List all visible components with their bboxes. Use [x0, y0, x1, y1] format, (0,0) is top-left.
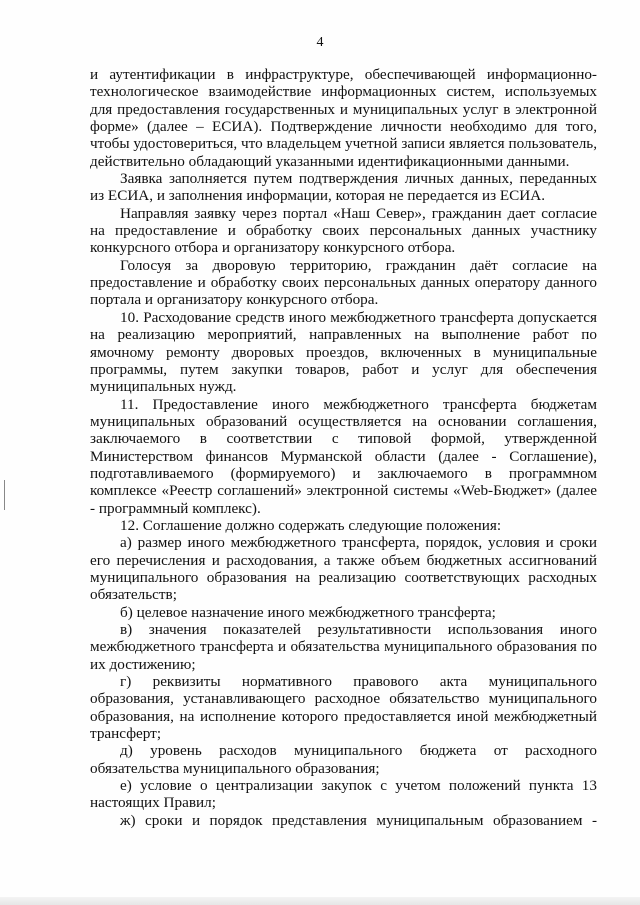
scan-bottom-edge	[0, 897, 640, 905]
paragraph-item-10: 10. Расходование средств иного межбюджетного трансферта допускается на реализацию мероприятий, направленных на выполнение работ по ямочному ремонту дворовых проездов, включенных в муниципальные программы, путем закупки товаров, работ и услуг для обеспечения муниципальных нужд.	[90, 308, 597, 396]
scan-margin-mark	[4, 480, 5, 510]
paragraph-item-12d: д) уровень расходов муниципального бюджета от расходного обязательства муниципального образования;	[90, 742, 597, 777]
paragraph-application-filling: Заявка заполняется путем подтверждения личных данных, переданных из ЕСИА, и заполнения информации, которая не передается из ЕСИА.	[90, 170, 597, 205]
paragraph-item-12a: а) размер иного межбюджетного трансферта, порядок, условия и сроки его перечисления и расходования, а также объем бюджетных ассигнований муниципального образования на реализацию соответствующих расходных обязательств;	[90, 534, 597, 604]
paragraph-item-12b: б) целевое назначение иного межбюджетного трансферта;	[120, 603, 496, 621]
page-number: 4	[316, 35, 324, 50]
paragraph-portal-consent: Направляя заявку через портал «Наш Север», гражданин дает согласие на предоставление и обработку своих персональных данных участнику конкурсного отбора и организатору конкурсного отбора.	[90, 204, 597, 257]
paragraph-esia-definition: и аутентификации в инфраструктуре, обеспечивающей информационно-технологическое взаимодействие информационных систем, используемых для предоставления государственных и муниципальных услуг в электронной форме» (далее – ЕСИА). Подтверждение личности необходимо для того, чтобы удостовериться, что владельцем учетной записи является пользователь, действительно обладающий указанными идентификационными данными.	[90, 66, 597, 170]
paragraph-item-12: 12. Соглашение должно содержать следующие положения:	[120, 516, 502, 534]
paragraph-item-11: 11. Предоставление иного межбюджетного трансферта бюджетам муниципальных образований осуществляется на основании соглашения, заключаемого в соответствии с типовой формой, утвержденной Министерством финансов Мурманской области (далее - Соглашение), подготавливаемого (формируемого) и заключаемого в программном комплексе «Реестр соглашений» электронной системы «Web-Бюджет» (далее - программный комплекс).	[90, 395, 597, 517]
paragraph-item-12g: г) реквизиты нормативного правового акта муниципального образования, устанавливающего расходное обязательство муниципального образования, на исполнение которого предоставляется иной межбюджетный трансферт;	[90, 673, 597, 743]
paragraph-item-12e: е) условие о централизации закупок с учетом положений пункта 13 настоящих Правил;	[90, 777, 597, 812]
paragraph-item-12zh: ж) сроки и порядок представления муниципальным образованием -	[120, 811, 597, 829]
document-text	[90, 66, 597, 829]
paragraph-item-12v: в) значения показателей результативности использования иного межбюджетного трансферта и обязательства муниципального образования по их достижению;	[90, 621, 597, 673]
paragraph-voting-consent: Голосуя за дворовую территорию, гражданин даёт согласие на предоставление и обработку своих персональных данных оператору данного портала и организатору конкурсного отбора.	[90, 256, 597, 309]
